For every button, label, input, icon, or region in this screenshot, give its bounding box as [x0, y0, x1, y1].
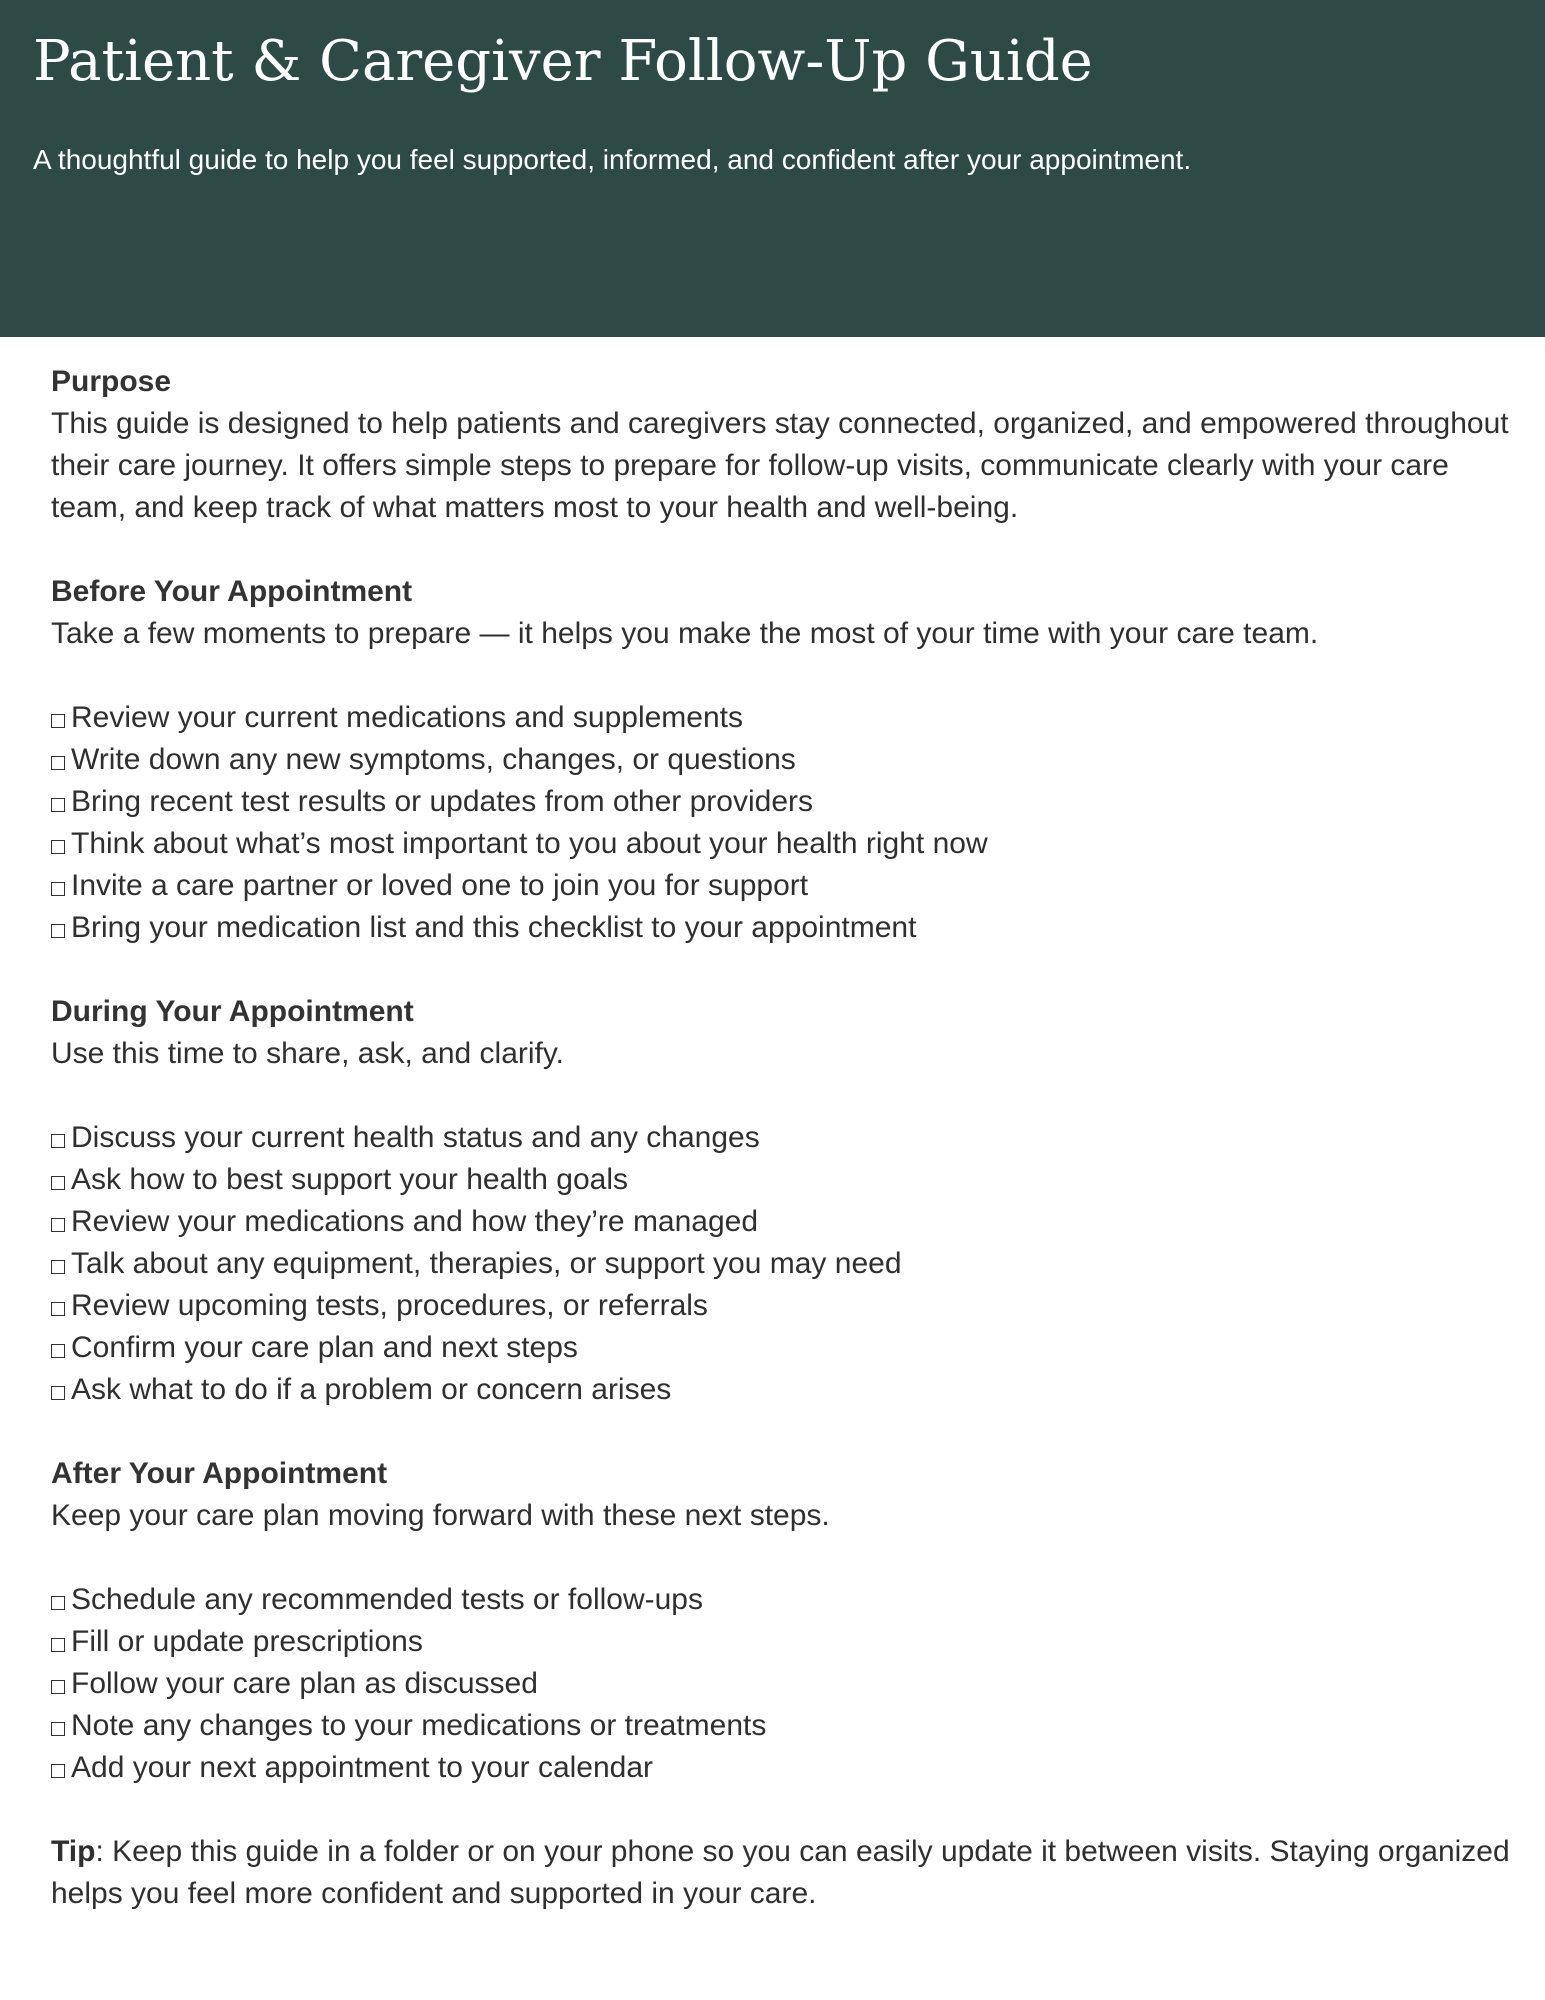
during-section [51, 991, 1526, 1411]
checkbox[interactable] [51, 1638, 65, 1652]
checklist-item [51, 1621, 1526, 1663]
checkbox[interactable] [51, 1302, 65, 1316]
checklist-item [51, 697, 1526, 739]
tip-text: : Keep this guide in a folder or on your phone so you can easily update it between visits. Staying organized helps you feel more confident and supported in your care. [51, 1835, 1510, 1910]
during-checklist [51, 1117, 1526, 1411]
checkbox[interactable] [51, 1260, 65, 1274]
before-checklist [51, 697, 1526, 949]
checklist-item-label: Discuss your current health status and any changes [71, 1121, 760, 1154]
checklist-item [51, 781, 1526, 823]
purpose-heading: Purpose [51, 365, 172, 398]
checklist-item-label: Follow your care plan as discussed [71, 1667, 538, 1700]
checkbox[interactable] [51, 1218, 65, 1232]
after-section [51, 1453, 1526, 1789]
checklist-item-label: Fill or update prescriptions [71, 1625, 423, 1658]
before-section [51, 571, 1526, 949]
checklist-item-label: Schedule any recommended tests or follow-ups [71, 1583, 703, 1616]
checklist-item-label: Review your current medications and supplements [71, 701, 743, 734]
checkbox[interactable] [51, 1134, 65, 1148]
after-heading: After Your Appointment [51, 1457, 388, 1490]
purpose-section [51, 361, 1526, 529]
checklist-item-label: Note any changes to your medications or treatments [71, 1709, 767, 1742]
tip-paragraph [51, 1831, 1526, 1915]
checklist-item [51, 907, 1526, 949]
checklist-item-label: Invite a care partner or loved one to join you for support [71, 869, 809, 902]
checklist-item [51, 823, 1526, 865]
checkbox[interactable] [51, 714, 65, 728]
checkbox[interactable] [51, 1386, 65, 1400]
checklist-item [51, 1369, 1526, 1411]
checkbox[interactable] [51, 1176, 65, 1190]
checklist-item-label: Review upcoming tests, procedures, or referrals [71, 1289, 708, 1322]
after-intro: Keep your care plan moving forward with these next steps. [51, 1499, 830, 1532]
checklist-item-label: Confirm your care plan and next steps [71, 1331, 578, 1364]
before-intro: Take a few moments to prepare — it helps you make the most of your time with your care team. [51, 617, 1319, 650]
checkbox[interactable] [51, 924, 65, 938]
checklist-item-label: Bring your medication list and this checklist to your appointment [71, 911, 917, 944]
checklist-item [51, 739, 1526, 781]
checkbox[interactable] [51, 1764, 65, 1778]
checkbox[interactable] [51, 1722, 65, 1736]
checklist-item-label: Think about what’s most important to you about your health right now [71, 827, 988, 860]
checklist-item [51, 1117, 1526, 1159]
page-subtitle: A thoughtful guide to help you feel supported, informed, and confident after your appointment. [33, 144, 1192, 175]
purpose-body: This guide is designed to help patients and caregivers stay connected, organized, and empowered throughout their care journey. It offers simple steps to prepare for follow-up visits, communicate clearly with your care team, and keep track of what matters most to your health and well-being. [51, 407, 1509, 524]
checklist-item-label: Talk about any equipment, therapies, or support you may need [71, 1247, 902, 1280]
during-heading: During Your Appointment [51, 995, 414, 1028]
checkbox[interactable] [51, 1680, 65, 1694]
checkbox[interactable] [51, 882, 65, 896]
checkbox[interactable] [51, 1596, 65, 1610]
before-heading: Before Your Appointment [51, 575, 413, 608]
checklist-item-label: Ask what to do if a problem or concern arises [71, 1373, 672, 1406]
checklist-item [51, 1285, 1526, 1327]
guide-content [51, 361, 1526, 1915]
during-intro: Use this time to share, ask, and clarify. [51, 1037, 564, 1070]
checkbox[interactable] [51, 756, 65, 770]
checklist-item [51, 1327, 1526, 1369]
checklist-item-label: Write down any new symptoms, changes, or questions [71, 743, 796, 776]
checkbox[interactable] [51, 798, 65, 812]
after-checklist [51, 1579, 1526, 1789]
checklist-item [51, 1747, 1526, 1789]
checklist-item-label: Ask how to best support your health goals [71, 1163, 628, 1196]
checklist-item [51, 1663, 1526, 1705]
checklist-item [51, 1579, 1526, 1621]
checklist-item [51, 1243, 1526, 1285]
checklist-item [51, 1159, 1526, 1201]
checkbox[interactable] [51, 1344, 65, 1358]
checklist-item [51, 865, 1526, 907]
page-title: Patient & Caregiver Follow-Up Guide [33, 29, 1093, 94]
checklist-item [51, 1201, 1526, 1243]
checkbox[interactable] [51, 840, 65, 854]
checklist-item-label: Bring recent test results or updates from other providers [71, 785, 814, 818]
tip-label: Tip [51, 1835, 96, 1868]
checklist-item [51, 1705, 1526, 1747]
checklist-item-label: Review your medications and how they’re managed [71, 1205, 759, 1238]
checklist-item-label: Add your next appointment to your calendar [71, 1751, 654, 1784]
header-banner [0, 0, 1545, 337]
